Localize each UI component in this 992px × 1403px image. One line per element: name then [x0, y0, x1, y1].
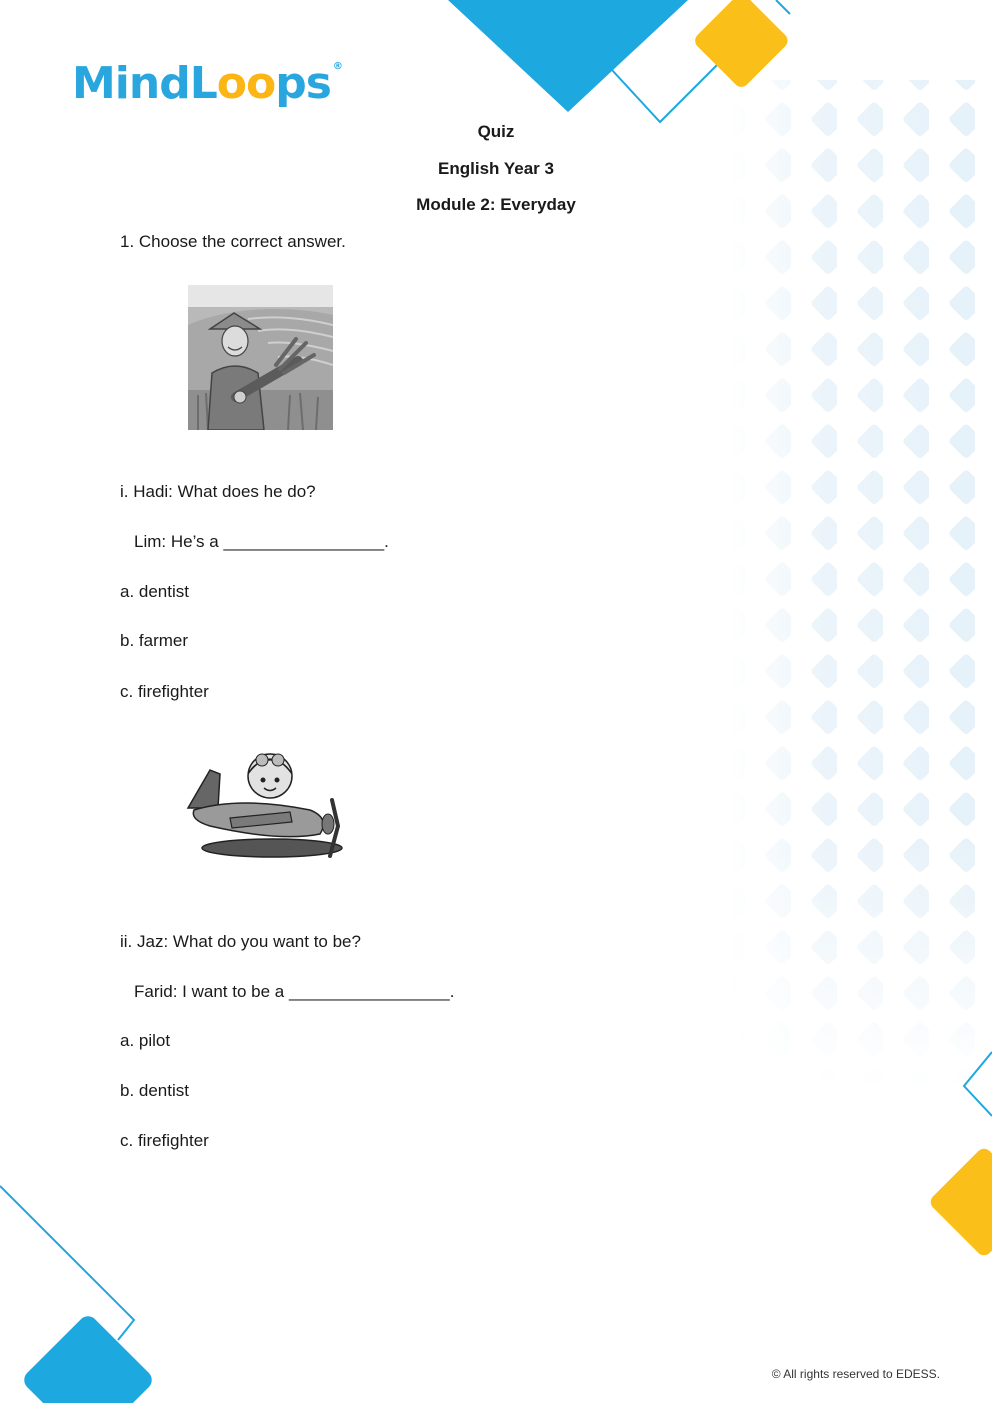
copyright-footer: © All rights reserved to EDESS. [771, 1367, 940, 1381]
question-1-option-a[interactable]: a. dentist [120, 582, 189, 601]
question-2-option-c[interactable]: c. firefighter [120, 1131, 209, 1150]
question-2-option-a[interactable]: a. pilot [120, 1031, 171, 1050]
logo-text-ps: ps [275, 58, 331, 109]
question-2-option-b[interactable]: b. dentist [120, 1081, 189, 1100]
pilot-image [180, 738, 350, 866]
blue-triangle-shape [448, 0, 688, 112]
subject-title: English Year 3 [438, 159, 554, 178]
logo-text-l: L [189, 58, 217, 109]
question-1-option-c[interactable]: c. firefighter [120, 682, 209, 701]
question-1-option-b[interactable]: b. farmer [120, 631, 189, 650]
question-1-response: Lim: He’s a _________________. [134, 532, 389, 551]
question-2-prompt: ii. Jaz: What do you want to be? [120, 932, 361, 951]
quiz-title: Quiz [477, 122, 515, 141]
registered-mark: ® [332, 61, 342, 72]
farmer-image [188, 285, 333, 430]
instruction-text: 1. Choose the correct answer. [120, 232, 346, 251]
mindloops-logo [72, 56, 342, 112]
logo-text-oo: oo [216, 58, 276, 109]
module-title: Module 2: Everyday [416, 195, 576, 214]
question-1-prompt: i. Hadi: What does he do? [120, 482, 316, 501]
logo-text-mind: Mind [72, 58, 190, 109]
question-2-response: Farid: I want to be a _________________. [134, 982, 455, 1001]
